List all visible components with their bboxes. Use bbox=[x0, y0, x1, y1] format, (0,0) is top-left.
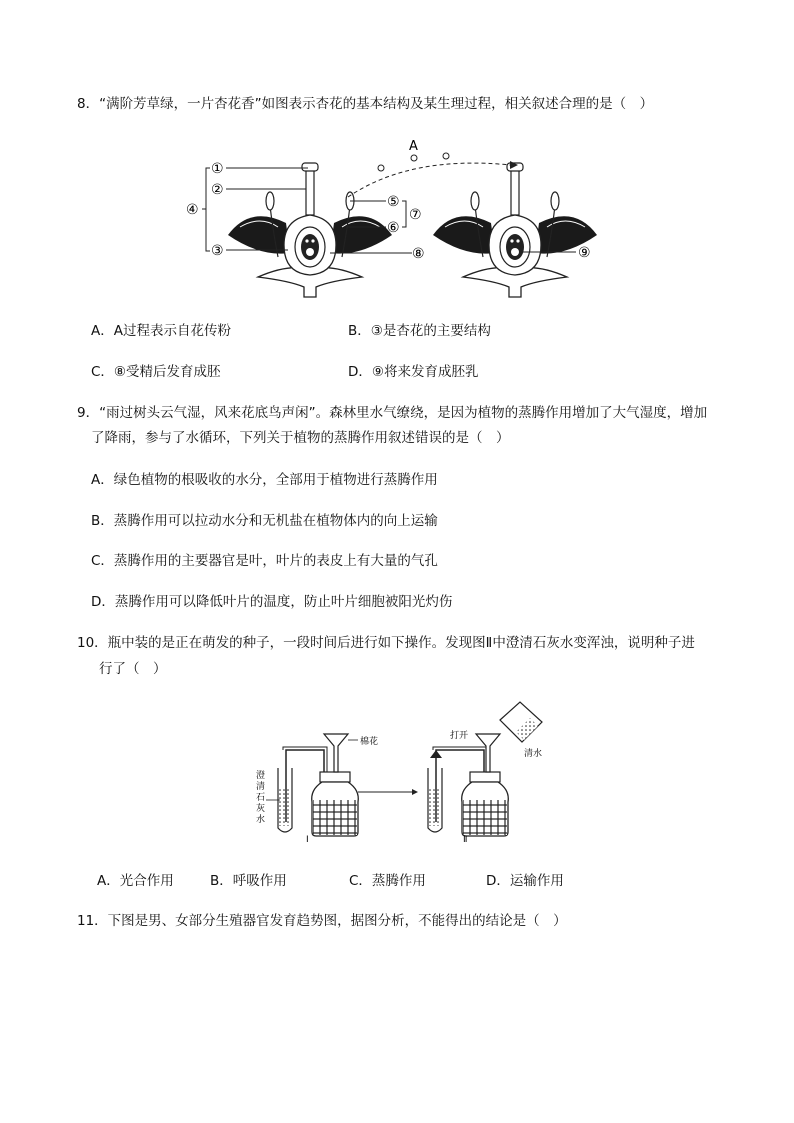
q10-stem-line1: 10．瓶中装的是正在萌发的种子，一段时间后进行如下操作。发现图Ⅱ中澄清石灰水变浑浊，说明种子进 bbox=[77, 635, 695, 651]
setup-two-label: Ⅱ bbox=[463, 835, 468, 845]
label-1: ① bbox=[211, 161, 224, 177]
label-4: ④ bbox=[186, 202, 199, 218]
flower-right bbox=[433, 163, 597, 297]
label-5: ⑤ bbox=[387, 194, 400, 210]
q9-option-b: B．蒸腾作用可以拉动水分和无机盐在植物体内的向上运输 bbox=[91, 513, 438, 529]
q8-option-b: B．③是杏花的主要结构 bbox=[348, 323, 491, 339]
q9-option-c: C．蒸腾作用的主要器官是叶，叶片的表皮上有大量的气孔 bbox=[91, 553, 438, 569]
q8-option-d: D．⑨将来发育成胚乳 bbox=[348, 364, 479, 380]
flower-left bbox=[228, 163, 392, 297]
label-7: ⑦ bbox=[409, 207, 422, 223]
setup-two bbox=[428, 702, 542, 845]
q9-stem-line2: 了降雨，参与了水循环，下列关于植物的蒸腾作用叙述错误的是（ ） bbox=[91, 430, 510, 446]
q8-option-c: C．⑧受精后发育成胚 bbox=[91, 364, 221, 380]
pollination-arrow bbox=[348, 163, 510, 197]
setup-one bbox=[278, 734, 378, 845]
q10-stem-line2: 行了（ ） bbox=[99, 661, 167, 677]
seed-experiment-diagram bbox=[250, 700, 590, 850]
q9-option-a: A．绿色植物的根吸收的水分，全部用于植物进行蒸腾作用 bbox=[91, 472, 438, 488]
svg-text:清: 清 bbox=[256, 782, 266, 792]
q9-option-d: D．蒸腾作用可以降低叶片的温度，防止叶片细胞被阳光灼伤 bbox=[91, 594, 453, 610]
water-label: 清水 bbox=[524, 749, 543, 759]
svg-text:灰: 灰 bbox=[256, 804, 266, 814]
q10-option-d: D．运输作用 bbox=[486, 873, 564, 889]
q8-stem: 8．“满阶芳草绿，一片杏花香”如图表示杏花的基本结构及某生理过程，相关叙述合理的是（ ） bbox=[77, 96, 654, 112]
label-8: ⑧ bbox=[412, 246, 425, 262]
svg-text:石: 石 bbox=[256, 793, 266, 803]
open-label: 打开 bbox=[450, 731, 469, 741]
label-9: ⑨ bbox=[578, 245, 591, 261]
flower-diagram bbox=[180, 135, 620, 305]
svg-text:水: 水 bbox=[256, 815, 266, 825]
q8-option-a: A．A过程表示自花传粉 bbox=[91, 323, 231, 339]
q10-option-b: B．呼吸作用 bbox=[210, 873, 287, 889]
label-3: ③ bbox=[211, 243, 224, 259]
q10-option-a: A．光合作用 bbox=[97, 873, 174, 889]
q9-stem-line1: 9．“雨过树头云气湿，风来花底鸟声闲”。森林里水气缭绕，是因为植物的蒸腾作用增加了大气湿度，增加 bbox=[77, 405, 708, 421]
setup-one-label: Ⅰ bbox=[306, 835, 309, 845]
svg-text:澄: 澄 bbox=[256, 771, 266, 781]
cotton-label: 棉花 bbox=[360, 737, 379, 747]
q10-option-c: C．蒸腾作用 bbox=[349, 873, 426, 889]
label-A: A bbox=[409, 139, 418, 154]
label-2: ② bbox=[211, 182, 224, 198]
q11-stem: 11．下图是男、女部分生殖器官发育趋势图，据图分析，不能得出的结论是（ ） bbox=[77, 913, 567, 929]
label-6: ⑥ bbox=[387, 220, 400, 236]
limewater-label bbox=[256, 769, 280, 825]
